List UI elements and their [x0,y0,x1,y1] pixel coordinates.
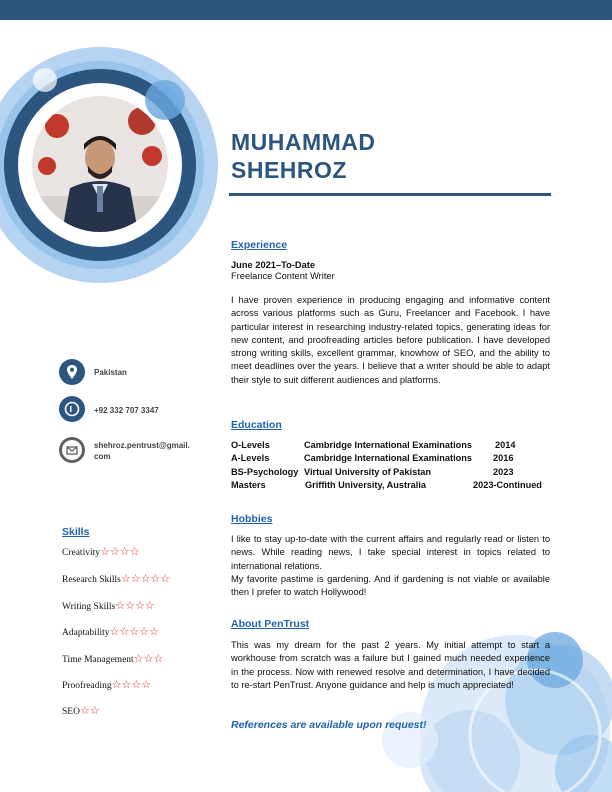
skill-adaptability [62,625,159,638]
skill-proofreading [62,678,151,691]
skill-name: Creativity [62,548,100,558]
skill-name: Research Skills [62,575,121,585]
star-rating: ☆☆☆☆ [111,679,152,691]
education-institution: Cambridge International Examinations [304,440,472,450]
education-institution: Cambridge International Examinations [304,453,472,463]
skill-name: Adaptability [62,628,110,638]
skill-research [62,572,170,585]
experience-description: I have proven experience in producing engaging and informative content across various platforms such as Guru, Freelancer and Facebook. I have particular interest in researching industry-related topics, generating ideas for new content, and proofreading articles before publication. I have developed strong writing skills, excellent grammar, knowhow of SEO, and the ability to meet deadlines over the years. I believe that a writer should be able to adapt their style to suit different audiences and platforms. [231,295,550,385]
skills-heading: Skills [62,526,90,538]
location-text: Pakistan [94,368,127,377]
education-level: O-Levels [231,440,270,450]
phone-text: +92 332 707 3347 [94,406,159,415]
star-rating: ☆☆☆ [133,653,164,665]
education-row [231,467,561,480]
education-institution: Griffith University, Australia [305,480,426,490]
skill-name: Proofreading [62,681,112,691]
star-rating: ☆☆ [79,705,100,717]
education-year: 2023 [493,467,514,477]
star-rating: ☆☆☆☆☆ [109,626,159,638]
education-level: BS-Psychology [231,467,299,477]
education-year: 2014 [495,440,516,450]
hobbies-heading: Hobbies [231,513,273,525]
star-rating: ☆☆☆☆ [115,600,155,612]
profile-photo [32,96,168,232]
star-rating: ☆☆☆☆☆ [120,573,171,585]
education-year: 2016 [493,453,514,463]
experience-role: Freelance Content Writer [231,271,335,281]
email-icon [59,437,85,463]
education-row [231,440,561,453]
email-line-1: shehroz.pentrust@gmail. [94,441,190,450]
skill-writing [62,599,155,612]
skill-time-management [62,652,163,665]
skill-name: Time Management [62,655,134,665]
location-icon [59,359,85,385]
hobbies-paragraph-1: I like to stay up-to-date with the current affairs and regularly read or listen to news. While reading news, I take special interest in topics related to international relations. [231,534,550,571]
name-divider [229,193,551,196]
email-text [94,440,190,462]
experience-dates: June 2021–To-Date [231,260,316,270]
hobbies-paragraph-2: My favorite pastime is gardening. And if gardening is not viable or available then I prefer to watch Hollywood! [231,574,550,598]
education-row [231,453,561,466]
about-heading: About PenTrust [231,618,310,630]
skill-creativity [62,545,139,558]
phone-icon [59,396,85,422]
education-institution: Virtual University of Pakistan [304,467,431,477]
skill-name: Writing Skills [62,602,116,612]
star-rating: ☆☆☆☆ [100,546,140,558]
about-text: This was my dream for the past 2 years. My initial attempt to start a workhouse from scratch was a failure but I gained much needed experience in the process. Now with renewed resolve and determination, I have decided to re-start PenTrust. Anyone guidance and help is much appreciated! [231,640,550,690]
email-line-2: com [94,452,111,461]
candidate-name [231,128,376,184]
education-row [231,480,561,493]
experience-heading: Experience [231,239,288,251]
education-level: A-Levels [231,453,270,463]
references-note: References are available upon request! [231,719,427,731]
education-heading: Education [231,419,282,431]
education-level: Masters [231,480,266,490]
education-year: 2023-Continued [473,480,542,490]
first-name: MUHAMMAD [231,129,376,155]
skill-name: SEO [62,707,80,717]
last-name: SHEHROZ [231,157,347,183]
skill-seo [62,704,100,717]
